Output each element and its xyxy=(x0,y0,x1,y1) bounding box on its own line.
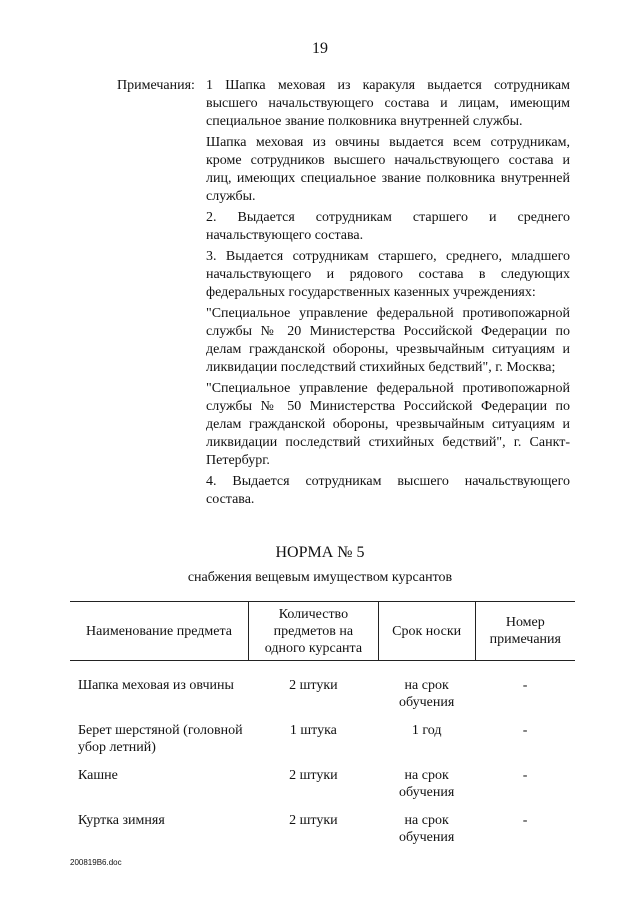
cell-wear-period: на срок обучения xyxy=(399,768,455,800)
page-number: 19 xyxy=(312,40,328,57)
cell-wear-period: на срок обучения xyxy=(399,813,455,845)
table-row xyxy=(70,661,575,722)
table-row xyxy=(70,766,575,811)
notes-label: Примечания: xyxy=(117,78,195,93)
table-row xyxy=(70,721,575,766)
notes-body xyxy=(206,77,570,512)
cell-quantity: 2 штуки xyxy=(289,678,338,693)
cell-note-number: - xyxy=(522,723,528,738)
header-quantity: Количество предметов на одного курсанта xyxy=(249,602,379,661)
header-item-name: Наименование предмета xyxy=(70,602,249,661)
note-paragraph-6: "Специальное управление федеральной противопожарной службы № 50 Министерства Российской Федерации по делам гражданской обороны, чрезвычайным ситуациям и ликвидации последствий стихийных бедствий", г. Санкт-Петербург. xyxy=(206,381,570,468)
note-paragraph-3: 2. Выдается сотрудникам старшего и среднего начальствующего состава. xyxy=(206,210,570,243)
cell-note-number: - xyxy=(522,678,528,693)
cell-wear-period: на срок обучения xyxy=(399,678,455,710)
table-row xyxy=(70,811,575,856)
table-header-row xyxy=(70,602,575,661)
note-paragraph-7: 4. Выдается сотрудникам высшего начальствующего состава. xyxy=(206,474,570,507)
header-wear-period: Срок носки xyxy=(378,602,475,661)
document-filename: 200819B6.doc xyxy=(70,858,122,867)
cell-item-name: Шапка меховая из овчины xyxy=(78,678,234,693)
norm-title: НОРМА № 5 xyxy=(275,544,365,561)
cell-item-name: Кашне xyxy=(78,768,118,783)
note-paragraph-4: 3. Выдается сотрудникам старшего, среднего, младшего начальствующего и рядового состава в следующих федеральных государственных казенных учреждениях: xyxy=(206,249,570,300)
norm-subtitle: снабжения вещевым имуществом курсантов xyxy=(187,570,453,585)
cell-quantity: 1 штука xyxy=(289,723,337,738)
cell-wear-period: 1 год xyxy=(411,723,442,738)
cell-item-name: Берет шерстяной (головной убор летний) xyxy=(78,723,243,755)
note-paragraph-2: Шапка меховая из овчины выдается всем сотрудникам, кроме сотрудников высшего начальствующего состава и лиц, имеющих специальное звание полковника внутренней службы. xyxy=(206,135,570,204)
supply-table-container xyxy=(70,601,575,856)
cell-note-number: - xyxy=(522,813,528,828)
note-paragraph-1: 1 Шапка меховая из каракуля выдается сотрудникам высшего начальствующего состава и лицам, имеющим специальное звание полковника внутренней службы. xyxy=(206,78,570,129)
cell-quantity: 2 штуки xyxy=(289,768,338,783)
cell-note-number: - xyxy=(522,768,528,783)
header-note-number: Номер примечания xyxy=(475,602,575,661)
cell-quantity: 2 штуки xyxy=(289,813,338,828)
cell-item-name: Куртка зимняя xyxy=(78,813,165,828)
note-paragraph-5: "Специальное управление федеральной противопожарной службы № 20 Министерства Российской Федерации по делам гражданской обороны, чрезвычайным ситуациям и ликвидации последствий стихийных бедствий", г. Москва; xyxy=(206,306,570,375)
supply-table xyxy=(70,601,575,856)
